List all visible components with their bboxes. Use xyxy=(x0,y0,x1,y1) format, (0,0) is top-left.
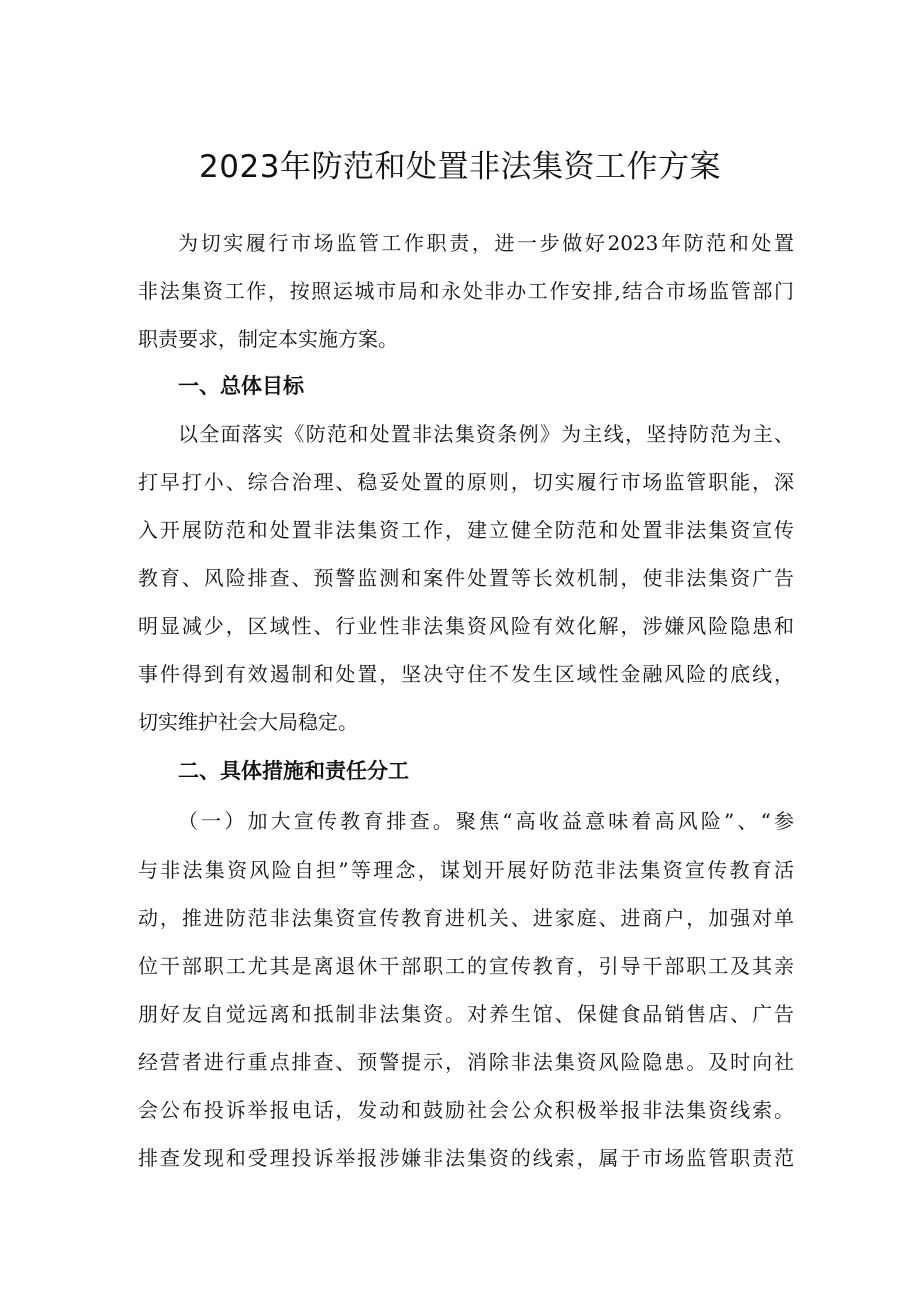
paragraph-line: 教育、风险排查、预警监测和案件处置等长效机制，使非法集资广告 xyxy=(138,566,794,590)
paragraph-line: 动，推进防范非法集资宣传教育进机关、进家庭、进商户，加强对单 xyxy=(138,906,794,930)
paragraph-line: 与非法集资风险自担”等理念，谋划开展好防范非法集资宣传教育活 xyxy=(138,858,794,882)
intro-line: 为切实履行市场监管工作职责，进一步做好2023年防范和处置 xyxy=(178,231,794,255)
paragraph-line: 切实维护社会大局稳定。 xyxy=(138,710,358,734)
paragraph-line: 排查发现和受理投诉举报涉嫌非法集资的线索，属于市场监管职责范 xyxy=(138,1146,794,1170)
paragraph-line: 以全面落实《防范和处置非法集资条例》为主线，坚持防范为主、 xyxy=(178,422,794,446)
paragraph-line: 位干部职工尤其是离退休干部职工的宣传教育，引导干部职工及其亲 xyxy=(138,954,794,978)
paragraph-line: 明显减少，区域性、行业性非法集资风险有效化解，涉嫌风险隐患和 xyxy=(138,614,794,638)
section-heading: 二、具体措施和责任分工 xyxy=(178,759,409,783)
section-heading: 一、总体目标 xyxy=(178,374,304,398)
intro-line: 职责要求，制定本实施方案。 xyxy=(138,327,398,351)
paragraph-line: 朋好友自觉远离和抵制非法集资。对养生馆、保健食品销售店、广告 xyxy=(138,1002,794,1026)
intro-line: 非法集资工作，按照运城市局和永处非办工作安排,结合市场监管部门 xyxy=(138,279,794,303)
paragraph-line: 事件得到有效遏制和处置，坚决守住不发生区域性金融风险的底线， xyxy=(138,662,794,686)
paragraph-line: 经营者进行重点排查、预警提示，消除非法集资风险隐患。及时向社 xyxy=(138,1050,794,1074)
document-title: 2023年防范和处置非法集资工作方案 xyxy=(199,149,721,185)
paragraph-line: 会公布投诉举报电话，发动和鼓励社会公众积极举报非法集资线索。 xyxy=(138,1098,794,1122)
paragraph-line: （一）加大宣传教育排查。聚焦“高收益意味着高风险”、“参 xyxy=(178,809,794,833)
paragraph-line: 打早打小、综合治理、稳妥处置的原则，切实履行市场监管职能，深 xyxy=(138,470,794,494)
paragraph-line: 入开展防范和处置非法集资工作，建立健全防范和处置非法集资宣传 xyxy=(138,518,794,542)
